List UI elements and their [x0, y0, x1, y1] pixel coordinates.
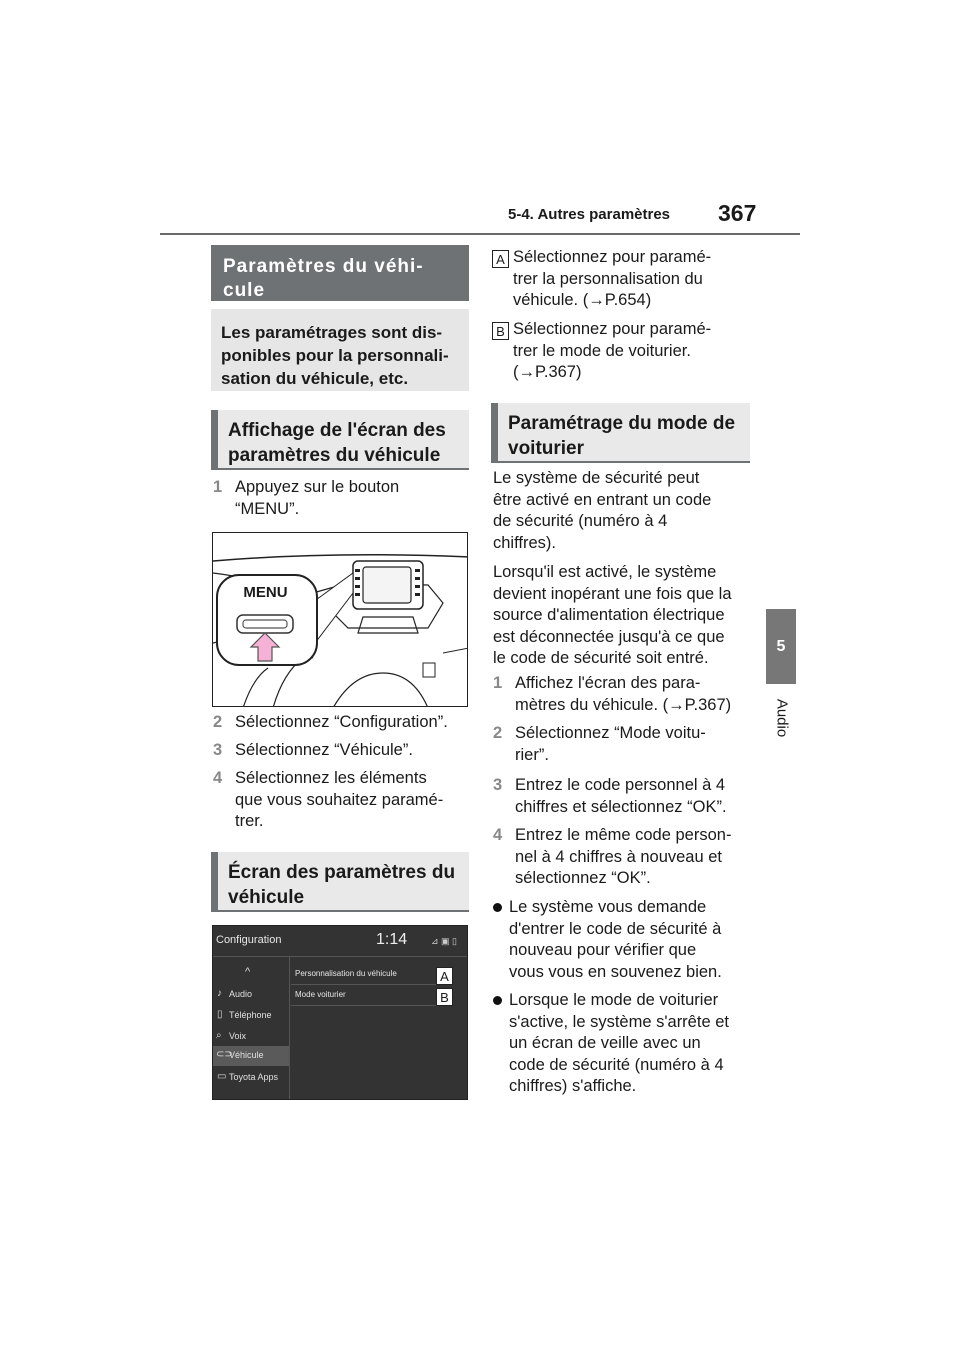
valet-step-4 — [493, 825, 755, 891]
callout-a-marker: A — [492, 250, 509, 268]
bullet-dot — [493, 996, 502, 1005]
step-number: 4 — [493, 826, 503, 844]
option-valet-mode[interactable] — [291, 985, 441, 1006]
bullet-text: Lorsque le mode de voiturier s'active, le système s'arrête et un écran de veille avec un code de sécurité (numéro à 4 chiffres) s'affiche. — [509, 991, 729, 1095]
menu-item-phone[interactable] — [213, 1006, 289, 1026]
callout-b-marker: B — [492, 322, 509, 340]
step-number: 3 — [493, 776, 503, 794]
bullet-dot — [493, 903, 502, 912]
step-number: 1 — [213, 478, 223, 496]
valet-step-2 — [493, 723, 755, 767]
step-text: Sélectionnez les éléments que vous souhaitez paramé- trer. — [235, 769, 444, 830]
step-text: Sélectionnez “Mode voitu- rier”. — [515, 724, 706, 764]
note-icon: ♪ — [217, 988, 222, 999]
paragraph-activated: Lorsqu'il est activé, le système devient inopérant une fois que la source d'alimentation électrique est déconnectée jusqu'à ce que le code de sécurité soit entré. — [493, 563, 732, 667]
step-number: 2 — [213, 713, 223, 731]
subheading-valet-mode: Paramétrage du mode de voiturier — [491, 403, 750, 463]
step-text: Affichez l'écran des para- mètres du véhicule. (→P.367) — [515, 674, 732, 714]
menu-item-label: Voix — [229, 1031, 247, 1041]
option-vehicle-customization[interactable] — [291, 964, 441, 985]
option-label: Personnalisation du véhicule — [295, 969, 397, 978]
main-heading: Paramètres du véhi- cule — [211, 245, 469, 301]
valet-step-1 — [493, 673, 755, 717]
menu-button-label: MENU — [243, 584, 288, 601]
apps-icon: ▭ — [217, 1071, 227, 1082]
bullet-note-1 — [493, 897, 755, 985]
bullet-text: Le système vous demande d'entrer le code de sécurité à nouveau pour vérifier que vous vous en souvenez bien. — [509, 898, 722, 981]
callout-a: A — [436, 967, 453, 985]
callout-b-text: Sélectionnez pour paramé- trer le mode de voiturier. (→P.367) — [513, 320, 712, 381]
chapter-label-text: Audio — [773, 698, 791, 738]
step-number: 1 — [493, 674, 503, 692]
screen-clock: 1:14 — [376, 931, 408, 948]
menu-item-vehicle[interactable] — [213, 1046, 289, 1066]
section-title: 5-4. Autres paramètres — [508, 206, 671, 223]
valet-step-3 — [493, 775, 755, 819]
header-divider — [160, 233, 800, 235]
paragraph-security: Le système de sécurité peut être activé en entrant un code de sécurité (numéro à 4 chiffres). — [493, 469, 712, 552]
scroll-up-icon[interactable]: ^ — [245, 966, 251, 978]
menu-item-label: Audio — [229, 989, 253, 999]
settings-screen-illustration — [212, 925, 468, 1100]
step-text: Entrez le code personnel à 4 chiffres et sélectionnez “OK”. — [515, 776, 727, 816]
step-2 — [213, 712, 469, 734]
bullet-note-2 — [493, 990, 755, 1100]
voice-icon: ⌕ — [216, 1030, 222, 1041]
step-number: 4 — [213, 769, 223, 787]
phone-icon: ▯ — [217, 1009, 223, 1020]
step-4 — [213, 768, 469, 834]
chapter-label — [770, 688, 794, 748]
step-text: Entrez le même code person- nel à 4 chiffres à nouveau et sélectionnez “OK”. — [515, 826, 732, 887]
step-text: Sélectionnez “Configuration”. — [235, 713, 448, 731]
step-text: Appuyez sur le bouton “MENU”. — [235, 478, 400, 518]
step-3 — [213, 740, 469, 762]
option-label: Mode voiturier — [295, 990, 346, 999]
step-1 — [213, 477, 469, 521]
menu-item-audio[interactable] — [213, 985, 289, 1005]
chapter-tab: 5 — [766, 609, 796, 684]
status-icons: ⊿ ▣ ▯ — [431, 936, 457, 946]
menu-item-label: Véhicule — [229, 1050, 264, 1060]
screen-title: Configuration — [216, 934, 282, 946]
car-icon: ⊂⊃ — [216, 1049, 233, 1060]
menu-item-label: Toyota Apps — [229, 1072, 279, 1082]
menu-item-toyota-apps[interactable] — [213, 1068, 289, 1088]
step-number: 3 — [213, 741, 223, 759]
callout-a-text: Sélectionnez pour paramé- trer la personnalisation du véhicule. (→P.654) — [513, 248, 712, 309]
intro-box: Les paramétrages sont dis- ponibles pour la personnali- sation du véhicule, etc. — [211, 309, 469, 391]
menu-item-label: Téléphone — [229, 1010, 272, 1020]
page-number: 367 — [718, 200, 757, 226]
step-number: 2 — [493, 724, 503, 742]
subheading-display-screen: Affichage de l'écran des paramètres du véhicule — [211, 410, 469, 470]
dashboard-illustration — [212, 532, 468, 707]
menu-item-voice[interactable] — [213, 1027, 289, 1047]
callout-b: B — [436, 988, 453, 1006]
step-text: Sélectionnez “Véhicule”. — [235, 741, 413, 759]
subheading-vehicle-settings-screen: Écran des paramètres du véhicule — [211, 852, 469, 912]
